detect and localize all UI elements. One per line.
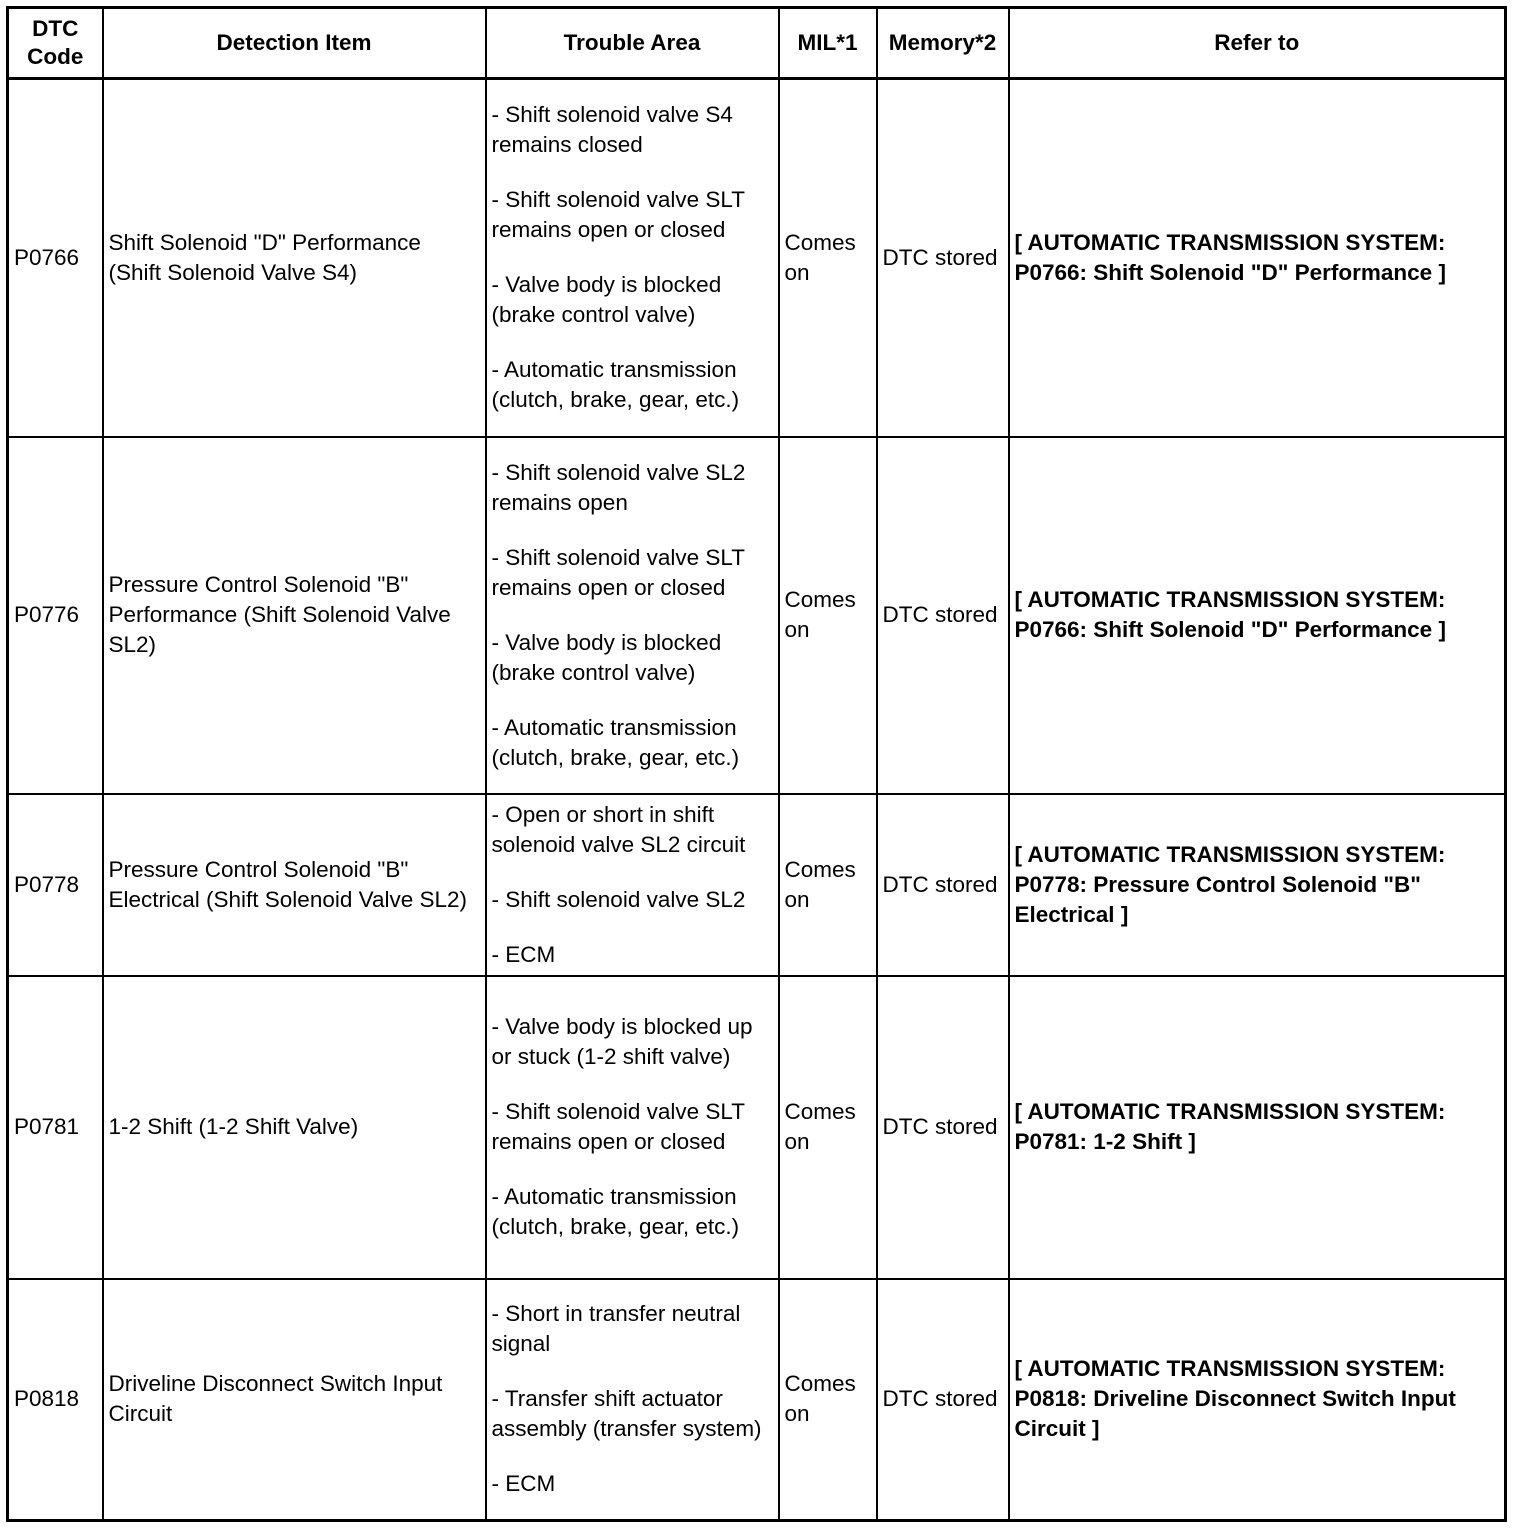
trouble-item: - ECM [491,941,556,967]
detection-item-cell: Shift Solenoid "D" Performance (Shift Solenoid Valve S4) [103,79,486,437]
trouble-item: - Short in transfer neutral signal [491,1301,741,1357]
mil-cell: Comes on [779,79,877,437]
detection-item-cell: Pressure Control Solenoid "B" Electrical (Shift Solenoid Valve SL2) [103,794,486,976]
trouble-item: - Valve body is blocked (brake control valve) [491,629,722,685]
memory-cell: DTC stored [877,1279,1009,1521]
header-memory: Memory*2 [877,8,1009,79]
trouble-item: - Shift solenoid valve SLT remains open or closed [491,187,745,243]
trouble-item: - ECM [491,1471,556,1497]
refer-to-link[interactable]: [ AUTOMATIC TRANSMISSION SYSTEM: P0818: Driveline Disconnect Switch Input Circuit ] [1009,1279,1506,1521]
mil-cell: Comes on [779,437,877,794]
trouble-item: - Shift solenoid valve SL2 remains open [491,459,746,515]
trouble-item: - Automatic transmission (clutch, brake, gear, etc.) [491,357,740,413]
header-refer-to: Refer to [1009,8,1506,79]
dtc-code-cell: P0776 [8,437,103,794]
trouble-item: - Open or short in shift solenoid valve SL2 circuit [491,801,746,857]
header-mil: MIL*1 [779,8,877,79]
table-row [8,976,1506,1279]
dtc-code-cell: P0781 [8,976,103,1279]
trouble-item: - Shift solenoid valve SLT remains open or closed [491,544,745,600]
detection-item-cell: Pressure Control Solenoid "B" Performance (Shift Solenoid Valve SL2) [103,437,486,794]
trouble-item: - Shift solenoid valve SL2 [491,886,746,912]
table-row [8,437,1506,794]
dtc-code-cell: P0818 [8,1279,103,1521]
trouble-area-cell [486,79,779,437]
header-dtc-code: DTC Code [8,8,103,79]
trouble-item: - Transfer shift actuator assembly (transfer system) [491,1386,762,1442]
header-detection-item: Detection Item [103,8,486,79]
mil-cell: Comes on [779,976,877,1279]
refer-to-link[interactable]: [ AUTOMATIC TRANSMISSION SYSTEM: P0778: Pressure Control Solenoid "B" Electrical ] [1009,794,1506,976]
refer-to-link[interactable]: [ AUTOMATIC TRANSMISSION SYSTEM: P0766: Shift Solenoid "D" Performance ] [1009,437,1506,794]
table-row [8,1279,1506,1521]
table-row [8,794,1506,976]
memory-cell: DTC stored [877,794,1009,976]
trouble-item: - Valve body is blocked up or stuck (1-2 shift valve) [491,1014,753,1069]
table-header-row [8,8,1506,79]
detection-item-cell: 1-2 Shift (1-2 Shift Valve) [103,976,486,1279]
trouble-item: - Automatic transmission (clutch, brake, gear, etc.) [491,714,740,770]
trouble-item: - Shift solenoid valve S4 remains closed [491,102,733,158]
refer-to-link[interactable]: [ AUTOMATIC TRANSMISSION SYSTEM: P0766: Shift Solenoid "D" Performance ] [1009,79,1506,437]
trouble-item: - Shift solenoid valve SLT remains open or closed [491,1099,745,1154]
trouble-area-cell [486,1279,779,1521]
trouble-item: - Valve body is blocked (brake control valve) [491,272,722,328]
trouble-area-cell [486,794,779,976]
table-row [8,79,1506,437]
dtc-code-cell: P0778 [8,794,103,976]
memory-cell: DTC stored [877,79,1009,437]
memory-cell: DTC stored [877,437,1009,794]
trouble-area-cell [486,976,779,1279]
dtc-code-cell: P0766 [8,79,103,437]
trouble-item: - Automatic transmission (clutch, brake, gear, etc.) [491,1184,740,1239]
trouble-area-cell [486,437,779,794]
mil-cell: Comes on [779,794,877,976]
dtc-table [6,6,1507,1522]
refer-to-link[interactable]: [ AUTOMATIC TRANSMISSION SYSTEM: P0781: 1-2 Shift ] [1009,976,1506,1279]
memory-cell: DTC stored [877,976,1009,1279]
mil-cell: Comes on [779,1279,877,1521]
detection-item-cell: Driveline Disconnect Switch Input Circuit [103,1279,486,1521]
header-trouble-area: Trouble Area [486,8,779,79]
